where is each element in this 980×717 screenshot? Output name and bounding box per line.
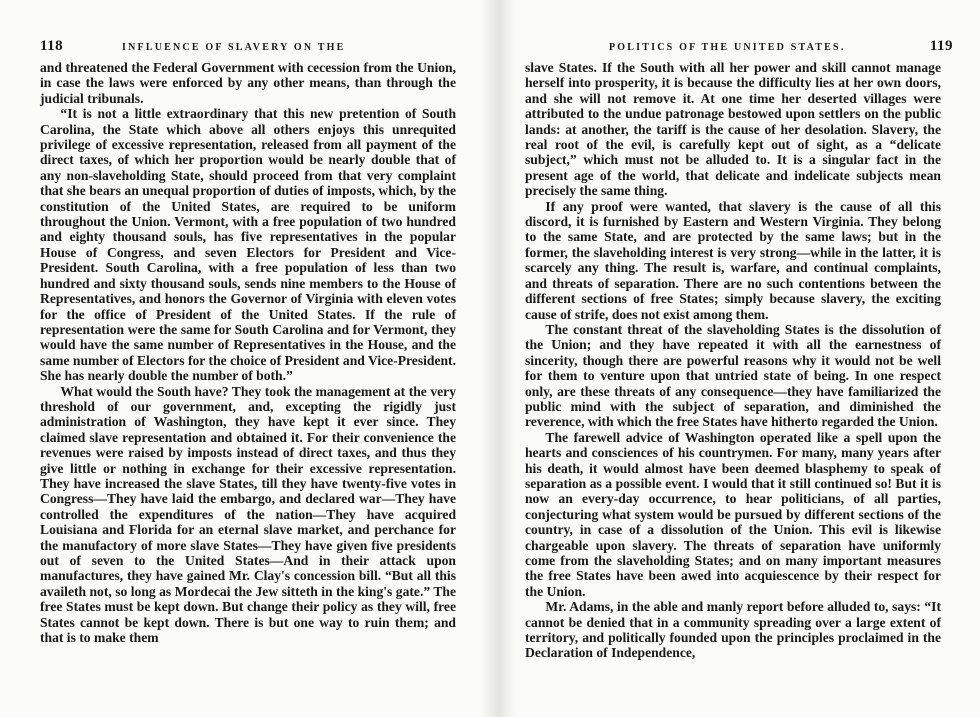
paragraph: slave States. If the South with all her power and skill cannot manage herself into prosperity, it is because the difficulty lies at her own doors, and she will not remove it. At one time her deserted villages were attributed to the undue patronage bestowed upon settlers on the public lands: at another, the tariff is the cause of her desolation. Slavery, the real root of the evil, is carefully kept out of sight, as a “delicate subject,” which must not be alluded to. It is a singular fact in the present age of the world, that delicate and indelicate subjects mean precisely the same thing. bbox=[525, 60, 941, 199]
left-page-header bbox=[40, 38, 456, 60]
paragraph: If any proof were wanted, that slavery is the cause of all this discord, it is furnished by Eastern and Western Virginia. They belong to the same State, and are protected by the same laws; but in the former, the slaveholding interest is very strong—while in the latter, it is scarcely any thing. The result is, warfare, and continual complaints, and threats of separation. There are no such contentions between the different sections of free States; simply because slavery, the exciting cause of strife, does not exist among them. bbox=[525, 198, 941, 322]
running-head: INFLUENCE OF SLAVERY ON THE bbox=[122, 42, 346, 53]
right-page-body bbox=[525, 60, 941, 661]
paragraph: The constant threat of the slaveholding States is the dissolution of the Union; and they have repeated it with all the earnestness of sincerity, though there are powerful reasons why it would not be well for them to venture upon that untried state of being. In one respect only, are these threats of any consequence—they have familiarized the public mind with the subject of separation, and diminished the reverence, with which the free States have hitherto regarded the Union. bbox=[525, 321, 941, 430]
page-number: 118 bbox=[40, 38, 64, 54]
paragraph: and threatened the Federal Government with cecession from the Union, in case the laws were enforced by any other means, than through the judicial tribunals. bbox=[40, 60, 456, 106]
paragraph: The farewell advice of Washington operated like a spell upon the hearts and consciences of his countrymen. For many, many years after his death, it would almost have been deemed blasphemy to speak of separation as a possible event. I would that it still continued so! But it is now an every-day occurrence, to hear politicians, of all parties, conjecturing what system would be pursued by different sections of the country, in case of a dissolution of the Union. This evil is likewise chargeable upon slavery. The threats of separation have uniformly come from the slaveholding States; and on many important measures the free States have been awed into acquiescence by their respect for the Union. bbox=[525, 429, 941, 599]
book-gutter bbox=[481, 0, 515, 717]
paragraph: What would the South have? They took the management at the very threshold of our government, and, excepting the rigidly just administration of Washington, they have kept it ever since. They claimed slave representation and obtained it. For their convenience the revenues were raised by imposts instead of direct taxes, and thus they give little or nothing in exchange for their excessive representation. They have increased the slave States, till they have twenty-five votes in Congress—They have laid the embargo, and declared war—They have controlled the expenditures of the nation—They have acquired Louisiana and Florida for an eternal slave market, and perchance for the manufactory of more slave States—They have given five presidents out of seven to the United States—And in their attack upon manufactures, they have gained Mr. Clay's concession bill. “But all this availeth not, so long as Mordecai the Jew sitteth in the king's gate.” The free States must be kept down. But change their policy as they will, free States cannot be kept down. There is but one way to ruin them; and that is to make them bbox=[40, 383, 456, 646]
right-page-header bbox=[525, 38, 953, 60]
running-head: POLITICS OF THE UNITED STATES. bbox=[609, 42, 846, 53]
left-page bbox=[40, 38, 456, 645]
page-number: 119 bbox=[929, 38, 953, 54]
left-page-body bbox=[40, 60, 456, 645]
right-page bbox=[525, 38, 953, 661]
paragraph: Mr. Adams, in the able and manly report before alluded to, says: “It cannot be denied that in a community spreading over a large extent of territory, and politically founded upon the principles proclaimed in the Declaration of Independence, bbox=[525, 599, 941, 661]
paragraph: “It is not a little extraordinary that this new pretention of South Carolina, the State which above all others enjoys this unrequited privilege of excessive representation, released from all payment of the direct taxes, of which her proportion would be nearly double that of any non-slaveholding State, should proceed from that very complaint that she bears an unequal proportion of duties of imposts, which, by the constitution of the United States, are required to be uniform throughout the Union. Vermont, with a free population of two hundred and eighty thousand souls, has five representatives in the popular House of Congress, and seven Electors for President and Vice-President. South Carolina, with a free population of less than two hundred and sixty thousand souls, sends nine members to the House of Representatives, and honors the Governor of Virginia with eleven votes for the office of President of the United States. If the rule of representation were the same for South Carolina and for Vermont, they would have the same number of Representatives in the House, and the same number of Electors for the choice of President and Vice-President. She has nearly double the number of both.” bbox=[40, 106, 456, 384]
